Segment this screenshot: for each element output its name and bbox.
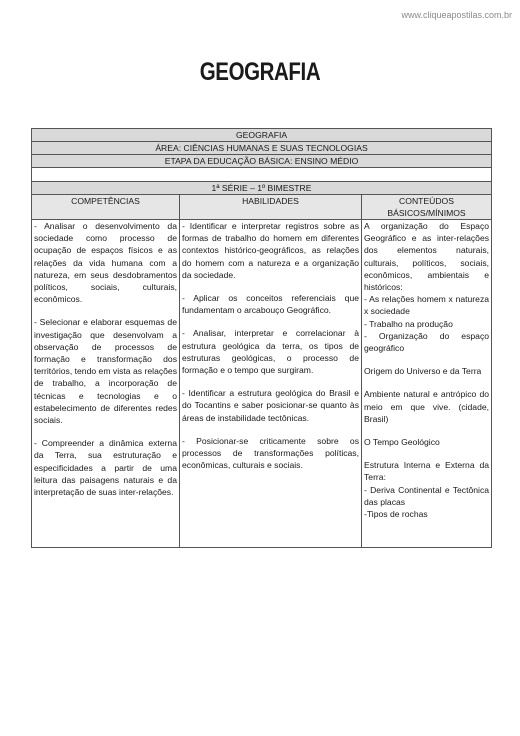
competencia-item: - Analisar o desenvolvimento da sociedade como processo de ocupação de espaços físicos e as relações da vida humana com a natureza, em seus desdobramentos políticos, sociais, culturais, econômicos. [34, 221, 177, 305]
period-row [32, 182, 492, 195]
column-header-competencias: COMPETÊNCIAS [32, 195, 180, 220]
header-area: ÁREA: CIÊNCIAS HUMANAS E SUAS TECNOLOGIAS [32, 142, 492, 155]
conteudo-item: - Trabalho na produção [364, 318, 453, 329]
habilidade-item: - Identificar e interpretar registros sobre as formas de trabalho do homem em diferentes contextos histórico-geográficos, as relações do homem com a natureza e a organização da sociedade. [182, 221, 359, 280]
header-stage: ETAPA DA EDUCAÇÃO BÁSICA: ENSINO MÉDIO [32, 155, 492, 168]
header-row-area [32, 142, 492, 155]
header-subject: GEOGRAFIA [32, 129, 492, 142]
conteudo-item: Ambiente natural e antrópico do meio em que vive. (cidade, Brasil) [364, 389, 490, 424]
header-row-stage [32, 155, 492, 168]
conteudo-item: Estrutura Interna e Externa da Terra: [364, 460, 490, 483]
column-header-habilidades: HABILIDADES [180, 195, 362, 220]
competencias-cell [32, 220, 180, 548]
conteudo-item: - Organização do espaço geográfico [364, 330, 490, 354]
conteudo-item: O Tempo Geológico [364, 437, 440, 448]
conteudo-item: Origem do Universo e da Terra [364, 366, 482, 377]
conteudo-item: A organização do Espaço Geográfico e as inter-relações dos elementos naturais, culturais, políticos, sociais, econômicos, ambientais e históricos: [364, 221, 490, 293]
watermark-url: www.cliqueapostilas.com.br [401, 10, 512, 20]
habilidade-item: - Identificar a estrutura geológica do Brasil e do Tocantins e saber posicionar-se quanto às áreas de instabilidade tectônicas. [182, 388, 359, 423]
competencia-item: - Compreender a dinâmica externa da Terra, sua estruturação e especificidades a partir de uma leitura das paisagens naturais e da interpretação de suas inter-relações. [34, 438, 177, 498]
content-row [32, 220, 492, 548]
habilidades-cell [180, 220, 362, 548]
habilidade-item: - Analisar, interpretar e correlacionar à estrutura geológica da terra, os tipos de estruturas geológicas, o processo de formação e o tempo que surgiram. [182, 328, 359, 376]
conteudo-item: - As relações homem x natureza x sociedade [364, 294, 490, 317]
page-title: GEOGRAFIA [199, 58, 321, 86]
curriculum-table [31, 128, 492, 548]
habilidade-item: - Aplicar os conceitos referenciais que fundamentam o arcabouço Geográfico. [182, 293, 359, 316]
conteudos-cell [362, 220, 492, 548]
conteudo-item: -Tipos de rochas [364, 509, 428, 520]
competencia-item: - Selecionar e elaborar esquemas de investigação que desenvolvam a observação de processos de formação e transformação dos territórios, tendo em vista as relações de trabalho, a incorporação de técnicas e tecnologias e o estabelecimento de diferentes redes sociais. [34, 317, 177, 426]
column-header-conteudos: CONTEÚDOS BÁSICOS/MÍNIMOS [362, 195, 492, 220]
header-row-subject [32, 129, 492, 142]
conteudo-item: - Deriva Continental e Tectônica das placas [364, 484, 490, 507]
column-header-row [32, 195, 492, 220]
habilidade-item: - Posicionar-se criticamente sobre os processos de transformações políticas, econômicas, culturais e sociais. [182, 435, 359, 471]
blank-row [32, 168, 492, 182]
period-label: 1ª SÉRIE – 1º BIMESTRE [32, 182, 492, 195]
